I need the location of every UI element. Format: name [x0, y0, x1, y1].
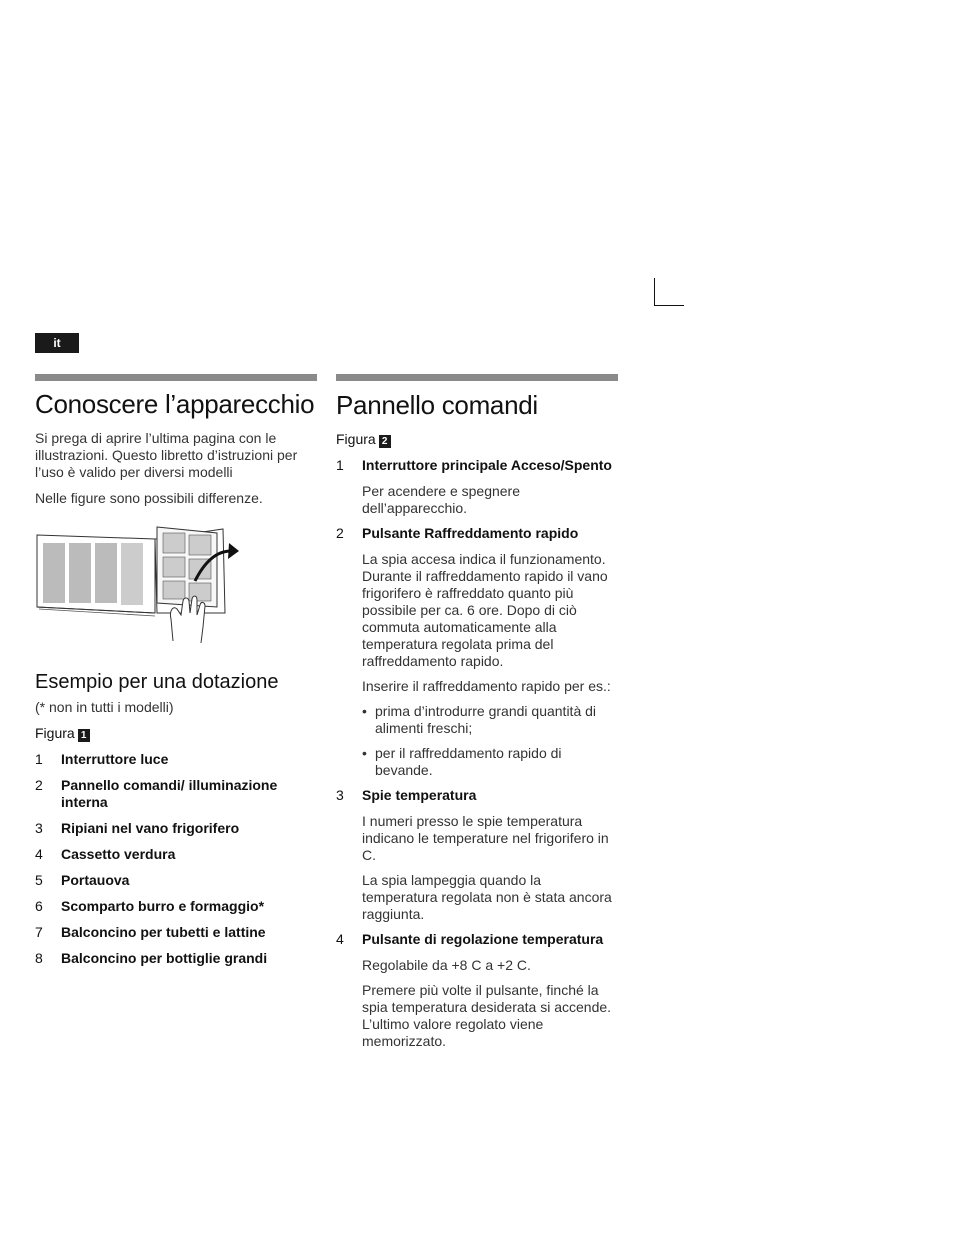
item-number: 7	[35, 924, 43, 940]
item-number: 2	[35, 777, 43, 793]
item-label: Interruttore luce	[61, 751, 169, 767]
item-label: Balconcino per bottiglie grandi	[61, 950, 268, 966]
item-label: Pulsante di regolazione temperatura	[362, 931, 604, 947]
list-item	[336, 525, 618, 542]
list-item	[35, 820, 317, 837]
item-description: I numeri presso le spie temperatura indicano le temperature nel frigorifero in C.	[362, 813, 609, 863]
control-list	[336, 457, 618, 1050]
list-item	[35, 777, 317, 811]
item-label: Cassetto verdura	[61, 846, 176, 862]
list-item	[35, 924, 317, 941]
item-label: Scomparto burro e formaggio*	[61, 898, 265, 914]
right-column	[336, 374, 618, 1058]
bullet-dot: •	[362, 745, 367, 761]
section-rule	[35, 374, 317, 381]
item-number: 3	[336, 787, 344, 803]
item-description: Inserire il raffreddamento rapido per es.:	[362, 678, 611, 694]
item-label: Portauova	[61, 872, 130, 888]
section-rule	[336, 374, 618, 381]
crop-mark	[654, 278, 684, 306]
bullet-text: prima d’introdurre grandi quantità di alimenti freschi;	[375, 703, 597, 736]
list-item	[336, 931, 618, 948]
item-description: La spia lampeggia quando la temperatura regolata non è stata ancora raggiunta.	[362, 872, 612, 922]
list-item	[336, 457, 618, 474]
item-label: Spie temperatura	[362, 787, 477, 803]
bullet-text: per il raffreddamento rapido di bevande.	[375, 745, 562, 778]
open-booklet-hand-turning-page-icon	[35, 521, 245, 647]
bullet-dot: •	[362, 703, 367, 719]
item-label: Pulsante Raffreddamento rapido	[362, 525, 579, 541]
list-item	[35, 846, 317, 863]
item-number: 8	[35, 950, 43, 966]
section-title: Esempio per una dotazione	[35, 671, 279, 693]
item-number: 4	[336, 931, 344, 947]
item-description: Premere più volte il pulsante, finché la spia temperatura desiderata si accende. L’ultimo valore regolato viene memorizzato.	[362, 982, 612, 1049]
item-description: Regolabile da +8 C a +2 C.	[362, 957, 531, 973]
item-number: 3	[35, 820, 43, 836]
list-item	[35, 872, 317, 889]
item-number: 5	[35, 872, 43, 888]
figure-number-badge: 1	[78, 729, 90, 742]
list-item	[35, 751, 317, 768]
item-number: 2	[336, 525, 344, 541]
component-list	[35, 751, 317, 967]
item-number: 1	[35, 751, 43, 767]
list-item	[336, 787, 618, 804]
differences-text: Nelle figure sono possibili differenze.	[35, 490, 263, 506]
item-description: Per acendere e spegnere dell’apparecchio.	[362, 483, 520, 516]
left-column	[35, 374, 317, 976]
intro-text: Si prega di aprire l’ultima pagina con le illustrazioni. Questo libretto d’istruzioni per l’uso è valido per diversi modelli	[35, 430, 298, 480]
figure-label-text: Figura	[35, 725, 75, 741]
item-number: 1	[336, 457, 344, 473]
figure-label-text: Figura	[336, 431, 376, 447]
list-item	[35, 898, 317, 915]
figure-label	[336, 431, 618, 448]
language-badge: it	[35, 333, 79, 353]
item-label: Balconcino per tubetti e lattine	[61, 924, 266, 940]
figure-label	[35, 725, 317, 742]
item-number: 4	[35, 846, 43, 862]
section-note: (* non in tutti i modelli)	[35, 699, 174, 715]
list-item	[35, 950, 317, 967]
figure-number-badge: 2	[379, 435, 391, 448]
bullet-item	[362, 745, 618, 779]
bullet-item	[362, 703, 618, 737]
item-number: 6	[35, 898, 43, 914]
item-label: Pannello comandi/ illuminazione interna	[61, 777, 278, 810]
control-panel-title: Pannello comandi	[336, 390, 538, 420]
item-description: La spia accesa indica il funzionamento. Durante il raffreddamento rapido il vano frigorifero è raffreddato quanto più possibile per ca. 6 ore. Dopo di ciò commuta automaticamente alla temperatura regolata prima del raffreddamento rapido.	[362, 551, 608, 669]
page-title: Conoscere l’apparecchio	[35, 389, 315, 419]
item-label: Ripiani nel vano frigorifero	[61, 820, 240, 836]
item-label: Interruttore principale Acceso/Spento	[362, 457, 612, 473]
